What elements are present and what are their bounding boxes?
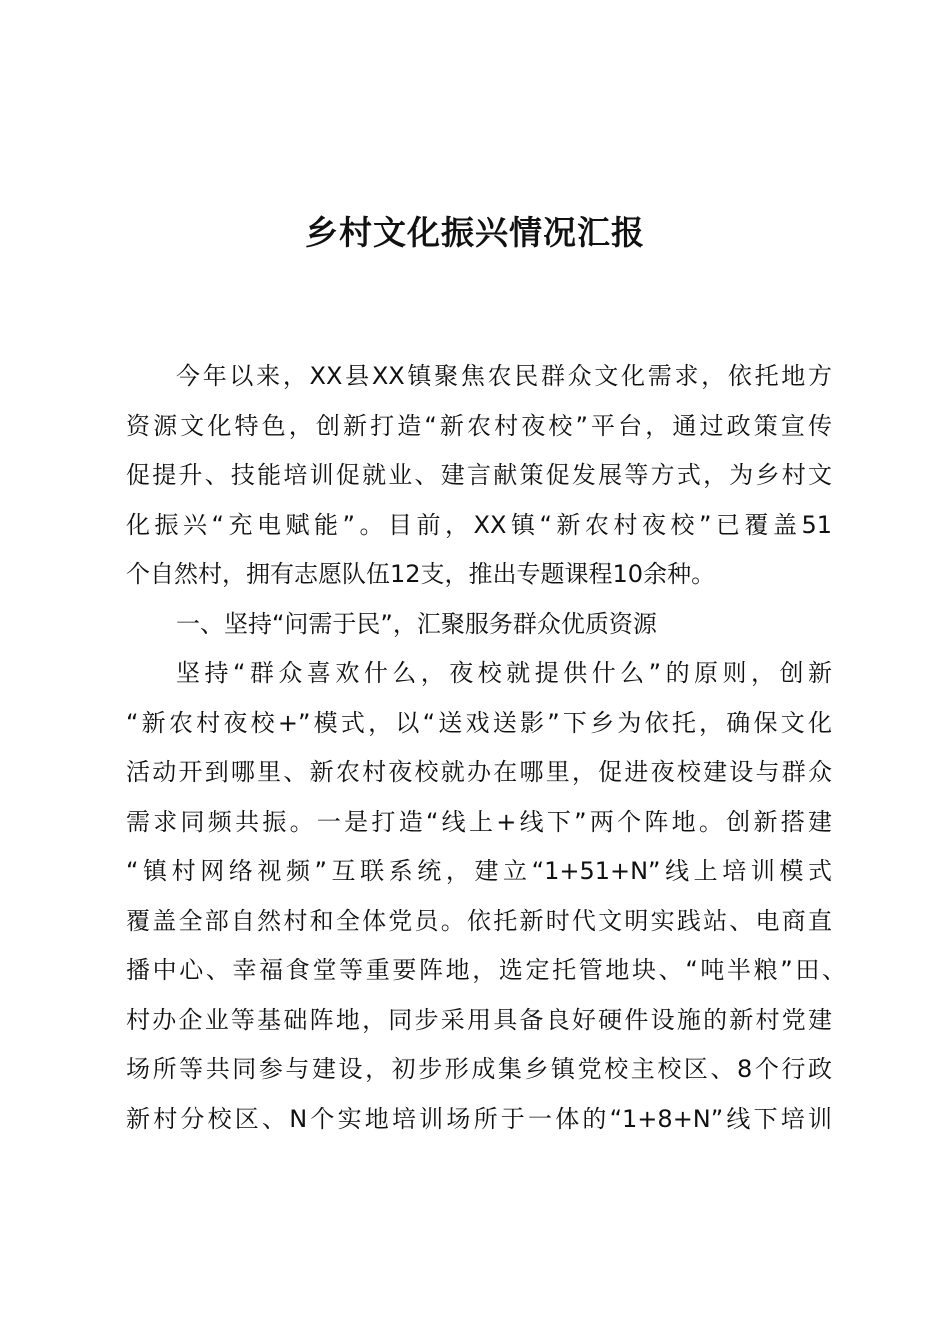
paragraph-line: 资源文化特色，创新打造“新农村夜校”平台，通过政策宣传 bbox=[126, 411, 832, 440]
paragraph-line: 活动开到哪里、新农村夜校就办在哪里，促进夜校建设与群众 bbox=[126, 758, 832, 786]
paragraph-line: 播中心、幸福食堂等重要阵地，选定托管地块、“吨半粮”田、 bbox=[126, 956, 846, 984]
paragraph-line: 化振兴“充电赋能”。目前，XX镇“新农村夜校”已覆盖51 bbox=[126, 510, 832, 539]
document-title: 乡村文化振兴情况汇报 bbox=[305, 213, 645, 252]
paragraph-line: 需求同频共振。一是打造“线上+线下”两个阵地。创新搭建 bbox=[126, 807, 832, 836]
paragraph-line: 坚持“群众喜欢什么，夜校就提供什么”的原则，创新 bbox=[176, 659, 832, 687]
paragraph-line: 村办企业等基础阵地，同步采用具备良好硬件设施的新村党建 bbox=[126, 1005, 832, 1034]
document-body bbox=[126, 352, 846, 1144]
section-heading: 一、坚持“问需于民”，汇聚服务群众优质资源 bbox=[176, 609, 657, 638]
paragraph-line: 今年以来，XX县XX镇聚焦农民群众文化需求，依托地方 bbox=[176, 362, 832, 390]
paragraph-line: 场所等共同参与建设，初步形成集乡镇党校主校区、8个行政 bbox=[126, 1055, 832, 1083]
paragraph-line: “镇村网络视频”互联系统，建立“1+51+N”线上培训模式 bbox=[126, 857, 832, 885]
paragraph-line: 覆盖全部自然村和全体党员。依托新时代文明实践站、电商直 bbox=[126, 906, 832, 935]
paragraph-line: 促提升、技能培训促就业、建言献策促发展等方式，为乡村文 bbox=[126, 461, 832, 489]
paragraph-line: “新农村夜校+”模式，以“送戏送影”下乡为依托，确保文化 bbox=[126, 708, 832, 737]
paragraph-line: 个自然村，拥有志愿队伍12支，推出专题课程10余种。 bbox=[126, 560, 716, 588]
paragraph-line: 新村分校区、N个实地培训场所于一体的“1+8+N”线下培训 bbox=[126, 1104, 832, 1133]
